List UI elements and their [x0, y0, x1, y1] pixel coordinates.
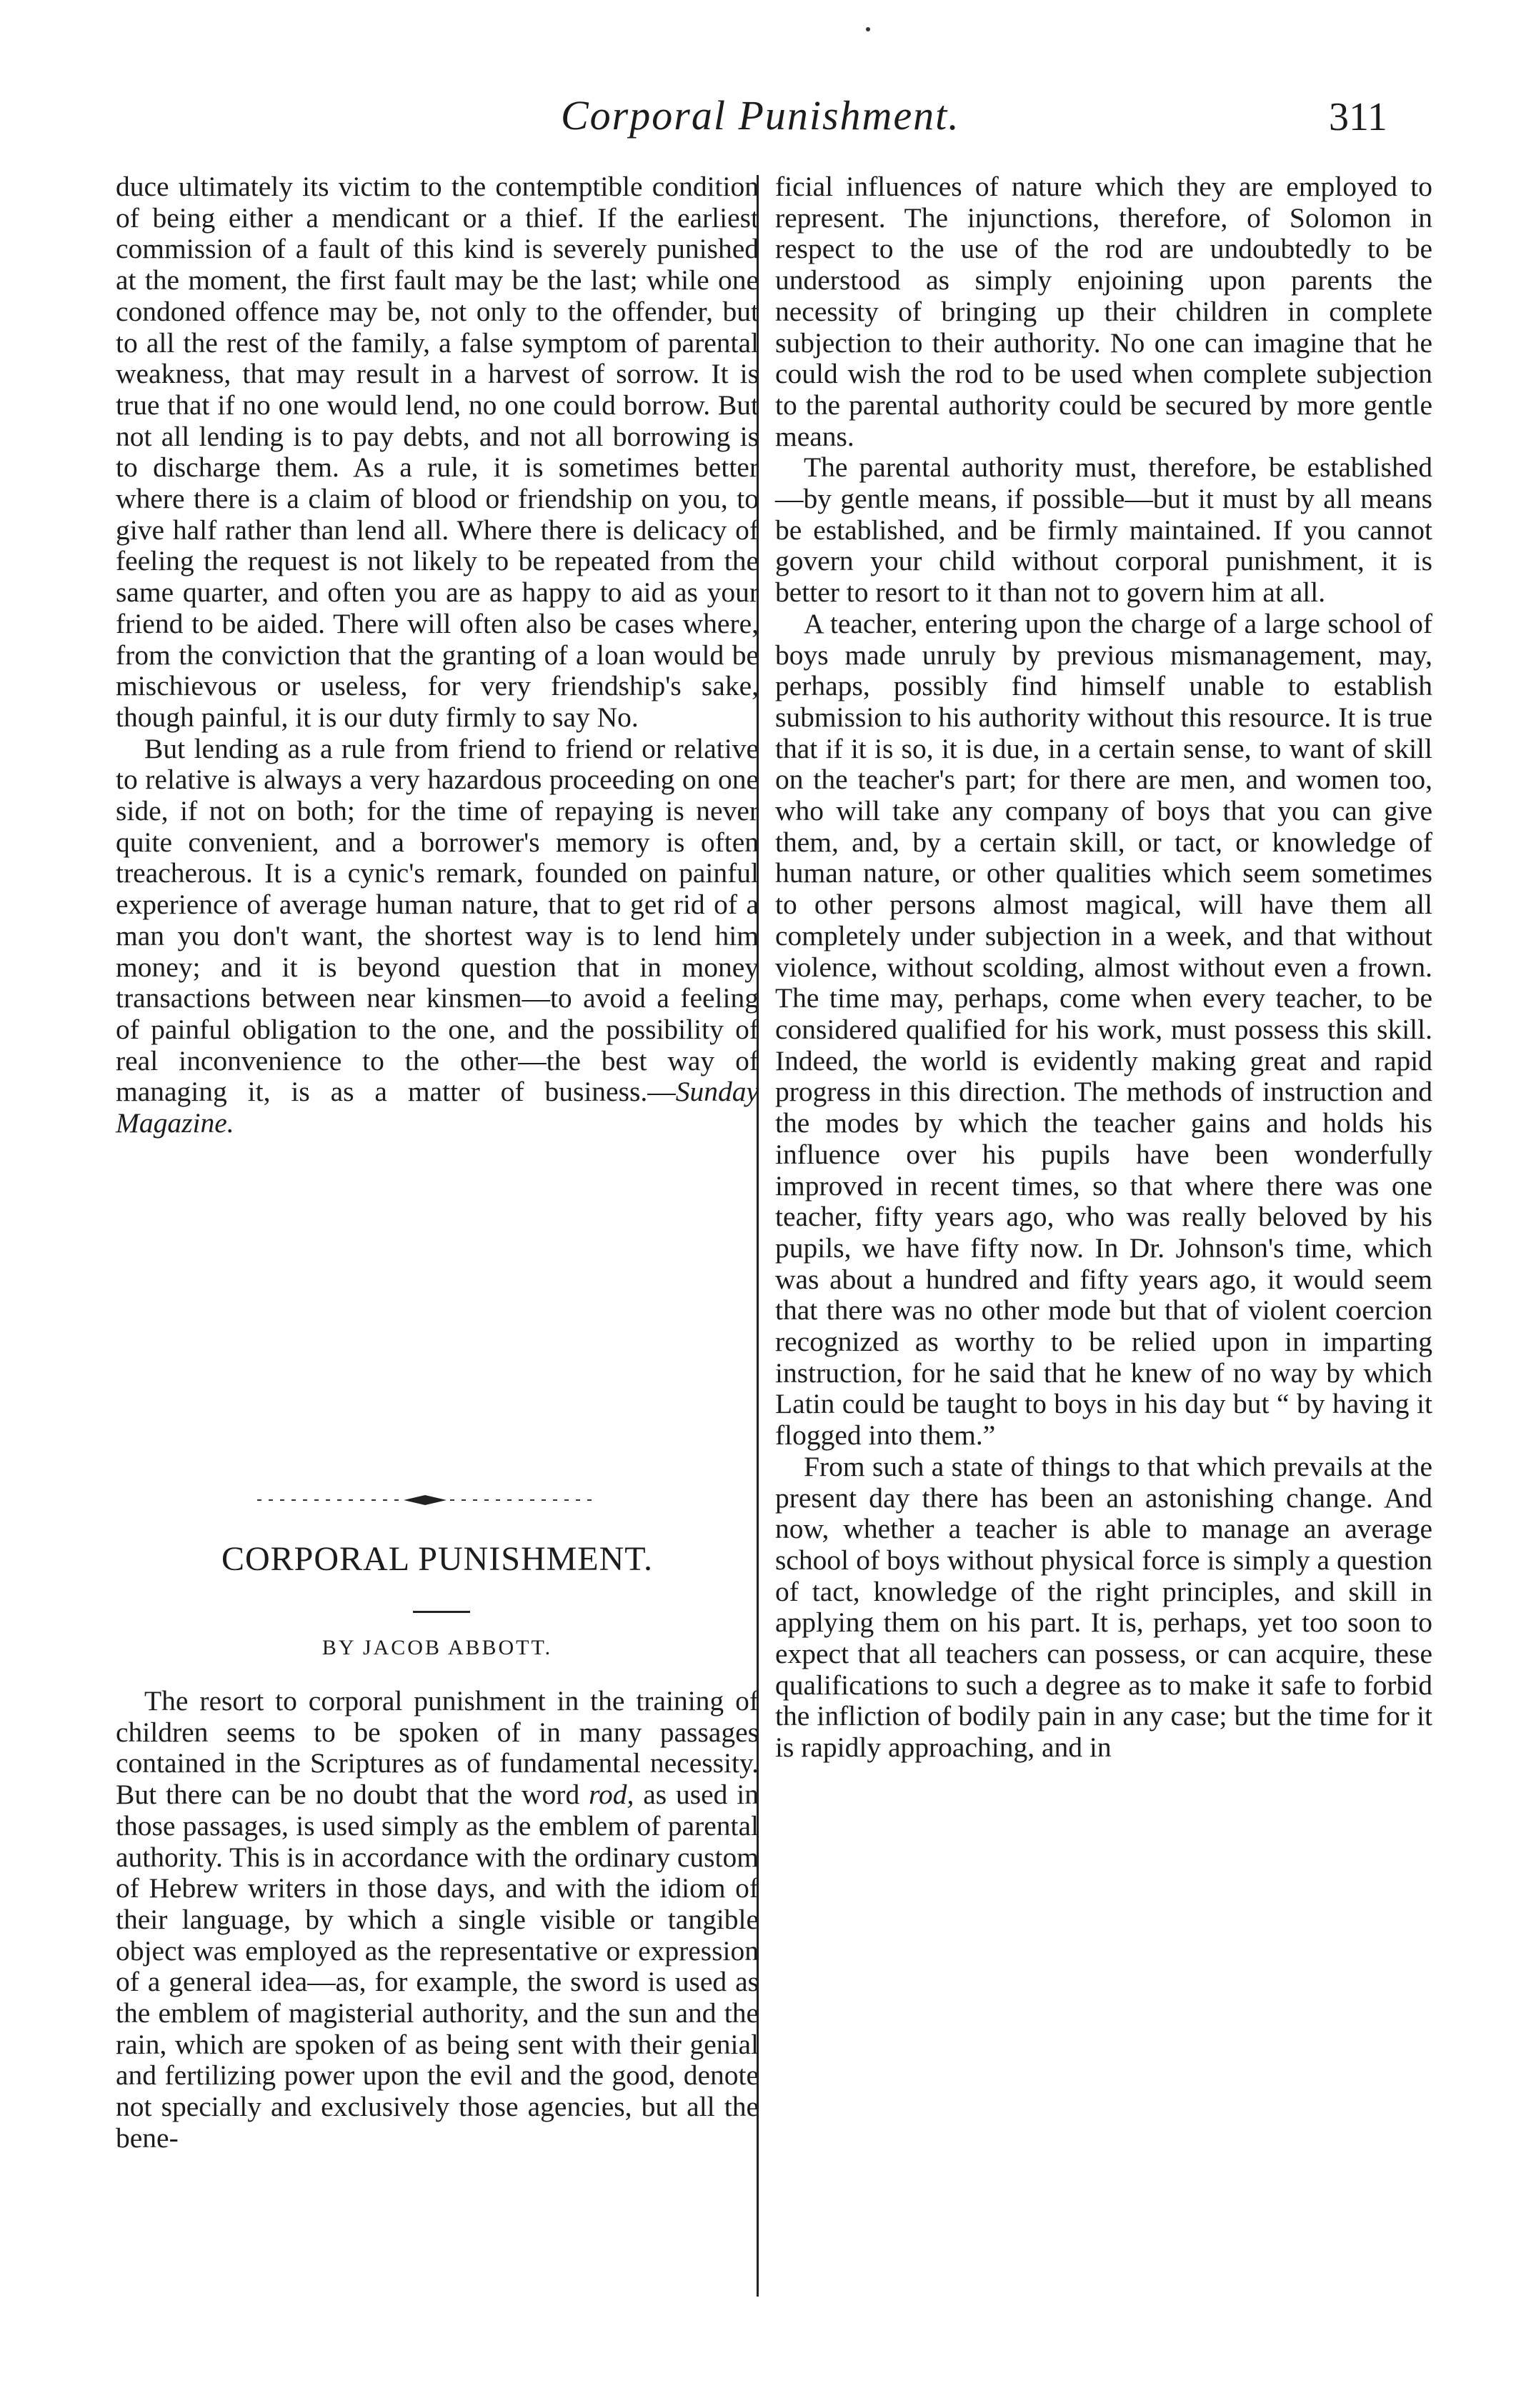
page-number: 311: [1329, 95, 1387, 139]
left-paragraph-3-text-b: as used in those passages, is used simply as the emblem of parental authority. This is in accordance with the ordinary custom of Hebrew writers in those days, and with the idiom of their language, by which a single visible or tangible object was employed as the representative or expression of a general idea—as, for example, the sword is used as the emblem of magisterial authority, and the sun and the rain, which are spoken of as being sent with their genial and fertilizing power upon the evil and the good, denote not specially and exclusively those agencies, but all the bene-: [116, 1779, 759, 2154]
left-paragraph-2: [116, 734, 759, 1139]
running-title: Corporal Punishment.: [561, 92, 960, 139]
source-citation: Sunday Magazine.: [116, 1076, 759, 1139]
rod-word: rod,: [589, 1779, 634, 1811]
right-paragraph-2: The parental authority must, therefore, be established—by gentle means, if possible—but it must by all means be established, and be firmly maintained. If you cannot govern your child without corporal punishment, it is better to resort to it than not to govern him at all.: [775, 451, 1432, 609]
article-title: CORPORAL PUNISHMENT.: [221, 1540, 654, 1578]
author-byline: BY JACOB ABBOTT.: [321, 1636, 553, 1659]
left-paragraph-3: [116, 1686, 759, 2154]
right-column: [775, 171, 1432, 1764]
right-paragraph-3: A teacher, entering upon the charge of a large school of boys made unruly by previous mismanagement, may, perhaps, possibly find himself unable to establish submission to his authority without this resource. It is true that if it is so, it is due, in a certain sense, to want of skill on the teacher's part; for there are men, and women too, who will take any company of boys that you can give them, and, by a certain skill, or tact, or knowledge of human nature, or other qualities which seem sometimes to other persons almost magical, will have them all completely under subjection in a week, and that without violence, without scolding, almost without even a frown. The time may, perhaps, come when every teacher, to be considered qualified for his work, must possess this skill. Indeed, the world is evidently making great and rapid progress in this direction. The methods of instruction and the modes by which the teacher gains and holds his influence over his pupils have been wonderfully improved in recent times, so that where there was one teacher, fifty years ago, who was really beloved by his pupils, we have fifty now. In Dr. Johnson's time, which was about a hundred and fifty years ago, it would seem that there was no other mode but that of violent coercion recognized as worthy to be relied upon in imparting instruction, for he said that he knew of no way by which Latin could be taught to boys in his day but “ by having it flogged into them.”: [775, 607, 1432, 1452]
page-header: [0, 91, 1526, 149]
left-paragraph-2-text: But lending as a rule from friend to friend or relative to relative is always a very hazardous proceeding on one side, if not on both; for the time of repaying is never quite convenient, and a borrower's memory is often treacherous. It is a cynic's remark, founded on painful experience of average human nature, that to get rid of a man you don't want, the shortest way is to lend him money; and it is beyond question that in money transactions between near kinsmen—to avoid a feeling of painful obligation to the one, and the possibility of real inconvenience to the other—the best way of managing it, is as a matter of business.—: [116, 732, 759, 1108]
left-paragraph-3-text-a: The resort to corporal punishment in the training of children seems to be spoken of in many passages contained in the Scriptures as of fundamental necessity. But there can be no doubt that the word: [116, 1685, 759, 1811]
right-paragraph-4: From such a state of things to that which prevails at the present day there has been an astonishing change. And now, whether a teacher is able to manage an average school of boys without physical force is simply a question of tact, knowledge of the right principles, and skill in applying them on his part. It is, perhaps, yet too soon to expect that all teachers can possess, or can acquire, these qualifications to such a degree as to make it safe to forbid the infliction of bodily pain in any case; but the time for it is rapidly approaching, and in: [775, 1450, 1432, 1764]
right-paragraph-1: ficial influences of nature which they are employed to represent. The injunctions, therefore, of Solomon in respect to the use of the rod are undoubtedly to be understood as simply enjoining upon parents the necessity of bringing up their children in complete subjection to their authority. No one can imagine that he could wish the rod to be used when complete subjection to the parental authority could be secured by more gentle means.: [775, 171, 1432, 452]
left-paragraph-1: duce ultimately its victim to the contemptible condition of being either a mendicant or a thief. If the earliest commission of a fault of this kind is severely punished at the moment, the first fault may be the last; while one condoned offence may be, not only to the offender, but to all the rest of the family, a false symptom of parental weakness, that may result in a harvest of sorrow. It is true that if no one would lend, no one could borrow. But not all lending is to pay debts, and not all borrowing is to discharge them. As a rule, it is sometimes better where there is a claim of blood or friendship on you, to give half rather than lend all. Where there is delicacy of feeling the request is not likely to be repeated from the same quarter, and often you are as happy to aid as your friend to be aided. There will often also be cases where, from the conviction that the granting of a loan would be mischievous or useless, for very friendship's sake, though painful, it is our duty firmly to say No.: [116, 171, 759, 733]
print-speck: [866, 27, 870, 31]
left-column-article: [116, 1686, 759, 2154]
title-rule: [413, 1611, 470, 1613]
left-column: [116, 171, 759, 1139]
section-ornament: [257, 1493, 593, 1507]
